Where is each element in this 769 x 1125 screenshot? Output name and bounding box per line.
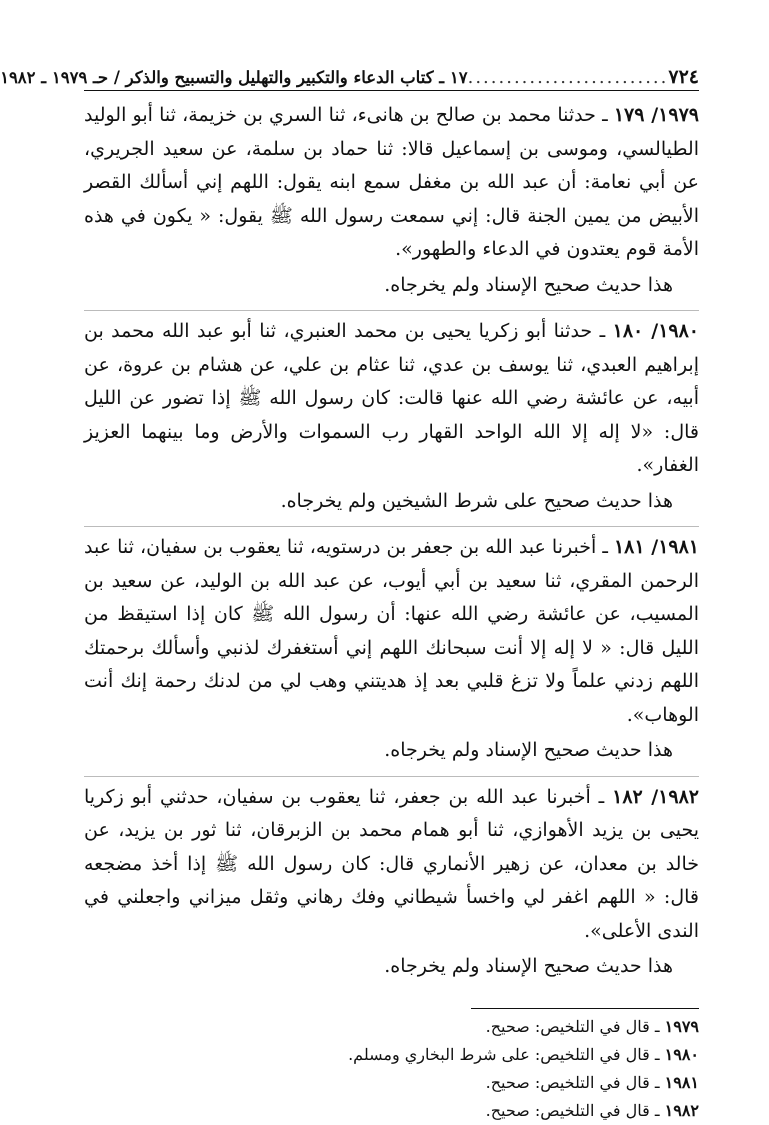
book-page: [0, 66, 700, 1125]
hadith-1980: [84, 315, 699, 483]
hadith-1979: [84, 99, 699, 267]
hadith-text: ـ حدثنا أبو زكريا يحيى بن محمد العنبري، ثنا أبو عبد الله محمد بن إبراهيم العبدي، ثنا يوسف بن عدي، ثنا عثام بن علي، عن هشام بن عروة، عن أبيه، عن عائشة رضي الله عنها قالت: كان رسول الله ﷺ إذا تضور عن الليل قال: «لا إله إلا الله الواحد القهار رب السموات والأرض وما بينهما العزيز الغفار».: [84, 320, 699, 476]
footnote-text: ـ قال في التلخيص: صحيح.: [485, 1016, 660, 1036]
footnote-number: ١٩٨٠: [664, 1044, 699, 1064]
hadith-body: [84, 99, 699, 992]
hadith-verdict: هذا حديث صحيح الإسناد ولم يخرجاه.: [384, 955, 673, 977]
hadith-text: ـ حدثنا محمد بن صالح بن هانىء، ثنا السري بن خزيمة، ثنا أبو الوليد الطيالسي، وموسى بن إسماعيل قالا: ثنا حماد بن سلمة، عن سعيد الجريري، عن أبي نعامة: أن عبد الله بن مغفل سمع ابنه يقول: اللهم إني أسألك القصر الأبيض من يمين الجنة قال: إني سمعت رسول الله ﷺ يقول: « يكون في هذه الأمة قوم يعتدون في الدعاء والطهور».: [84, 104, 699, 260]
footnote-text: ـ قال في التلخيص: صحيح.: [485, 1100, 660, 1120]
footnotes: [348, 1008, 699, 1125]
hadith-1981: [84, 531, 699, 732]
footnote-1982: [471, 1097, 699, 1125]
running-header: [0, 66, 699, 91]
hadith-verdict: هذا حديث صحيح الإسناد ولم يخرجاه.: [84, 269, 699, 312]
footnote-number: ١٩٧٩: [664, 1016, 699, 1036]
hadith-text: ـ أخبرنا عبد الله بن جعفر بن درستويه، ثنا يعقوب بن سفيان، ثنا عبد الرحمن المقري، ثنا سعيد بن أبي أيوب، عن عبد الله بن الوليد، عن سعيد بن المسيب، عن عائشة رضي الله عنها: أن رسول الله ﷺ كان إذا استيقظ من الليل قال: « لا إله إلا أنت سبحانك اللهم إني أستغفرك لذنبي وأسألك برحمتك اللهم زدني علماً ولا تزغ قلبي بعد إذ هديتني وهب لي من لدنك رحمة إنك أنت الوهاب».: [84, 536, 699, 726]
header-leader-dots: ..........................: [467, 67, 669, 88]
hadith-number: ١٩٨٠/ ١٨٠: [612, 320, 700, 342]
footnote-1979: [471, 1013, 699, 1041]
footnote-1981: [471, 1069, 699, 1097]
footnote-1980: [348, 1041, 699, 1069]
footnote-text: ـ قال في التلخيص: صحيح.: [485, 1072, 660, 1092]
hadith-number: ١٩٧٩/ ١٧٩: [613, 104, 699, 126]
hadith-verdict: هذا حديث صحيح الإسناد ولم يخرجاه.: [84, 734, 699, 777]
running-title: ١٧ ـ كتاب الدعاء والتكبير والتهليل والتسبيح والذكر / حـ ١٩٧٩ ـ ١٩٨٢: [0, 68, 468, 87]
footnote-text: ـ قال في التلخيص: على شرط البخاري ومسلم.: [348, 1044, 660, 1064]
hadith-number: ١٩٨٢/ ١٨٢: [612, 785, 699, 808]
hadith-number: ١٩٨١/ ١٨١: [613, 536, 700, 558]
page-number: ٧٢٤: [668, 66, 699, 88]
footnote-number: ١٩٨٢: [664, 1100, 699, 1120]
hadith-verdict: هذا حديث صحيح على شرط الشيخين ولم يخرجاه.: [84, 485, 699, 528]
hadith-1982: [84, 781, 699, 949]
footnote-number: ١٩٨١: [664, 1072, 699, 1092]
hadith-text: ـ أخبرنا عبد الله بن جعفر، ثنا يعقوب بن سفيان، حدثني أبو زكريا يحيى بن يزيد الأهوازي، ثنا أبو همام محمد بن الزبرقان، ثنا ثور بن يزيد، عن خالد بن معدان، عن زهير الأنماري قال: كان رسول الله ﷺ إذا أخذ مضجعه قال: « اللهم اغفر لي واخسأ شيطاني وفك رهاني وثقل ميزاني واجعلني في الندى الأعلى».: [84, 785, 699, 942]
